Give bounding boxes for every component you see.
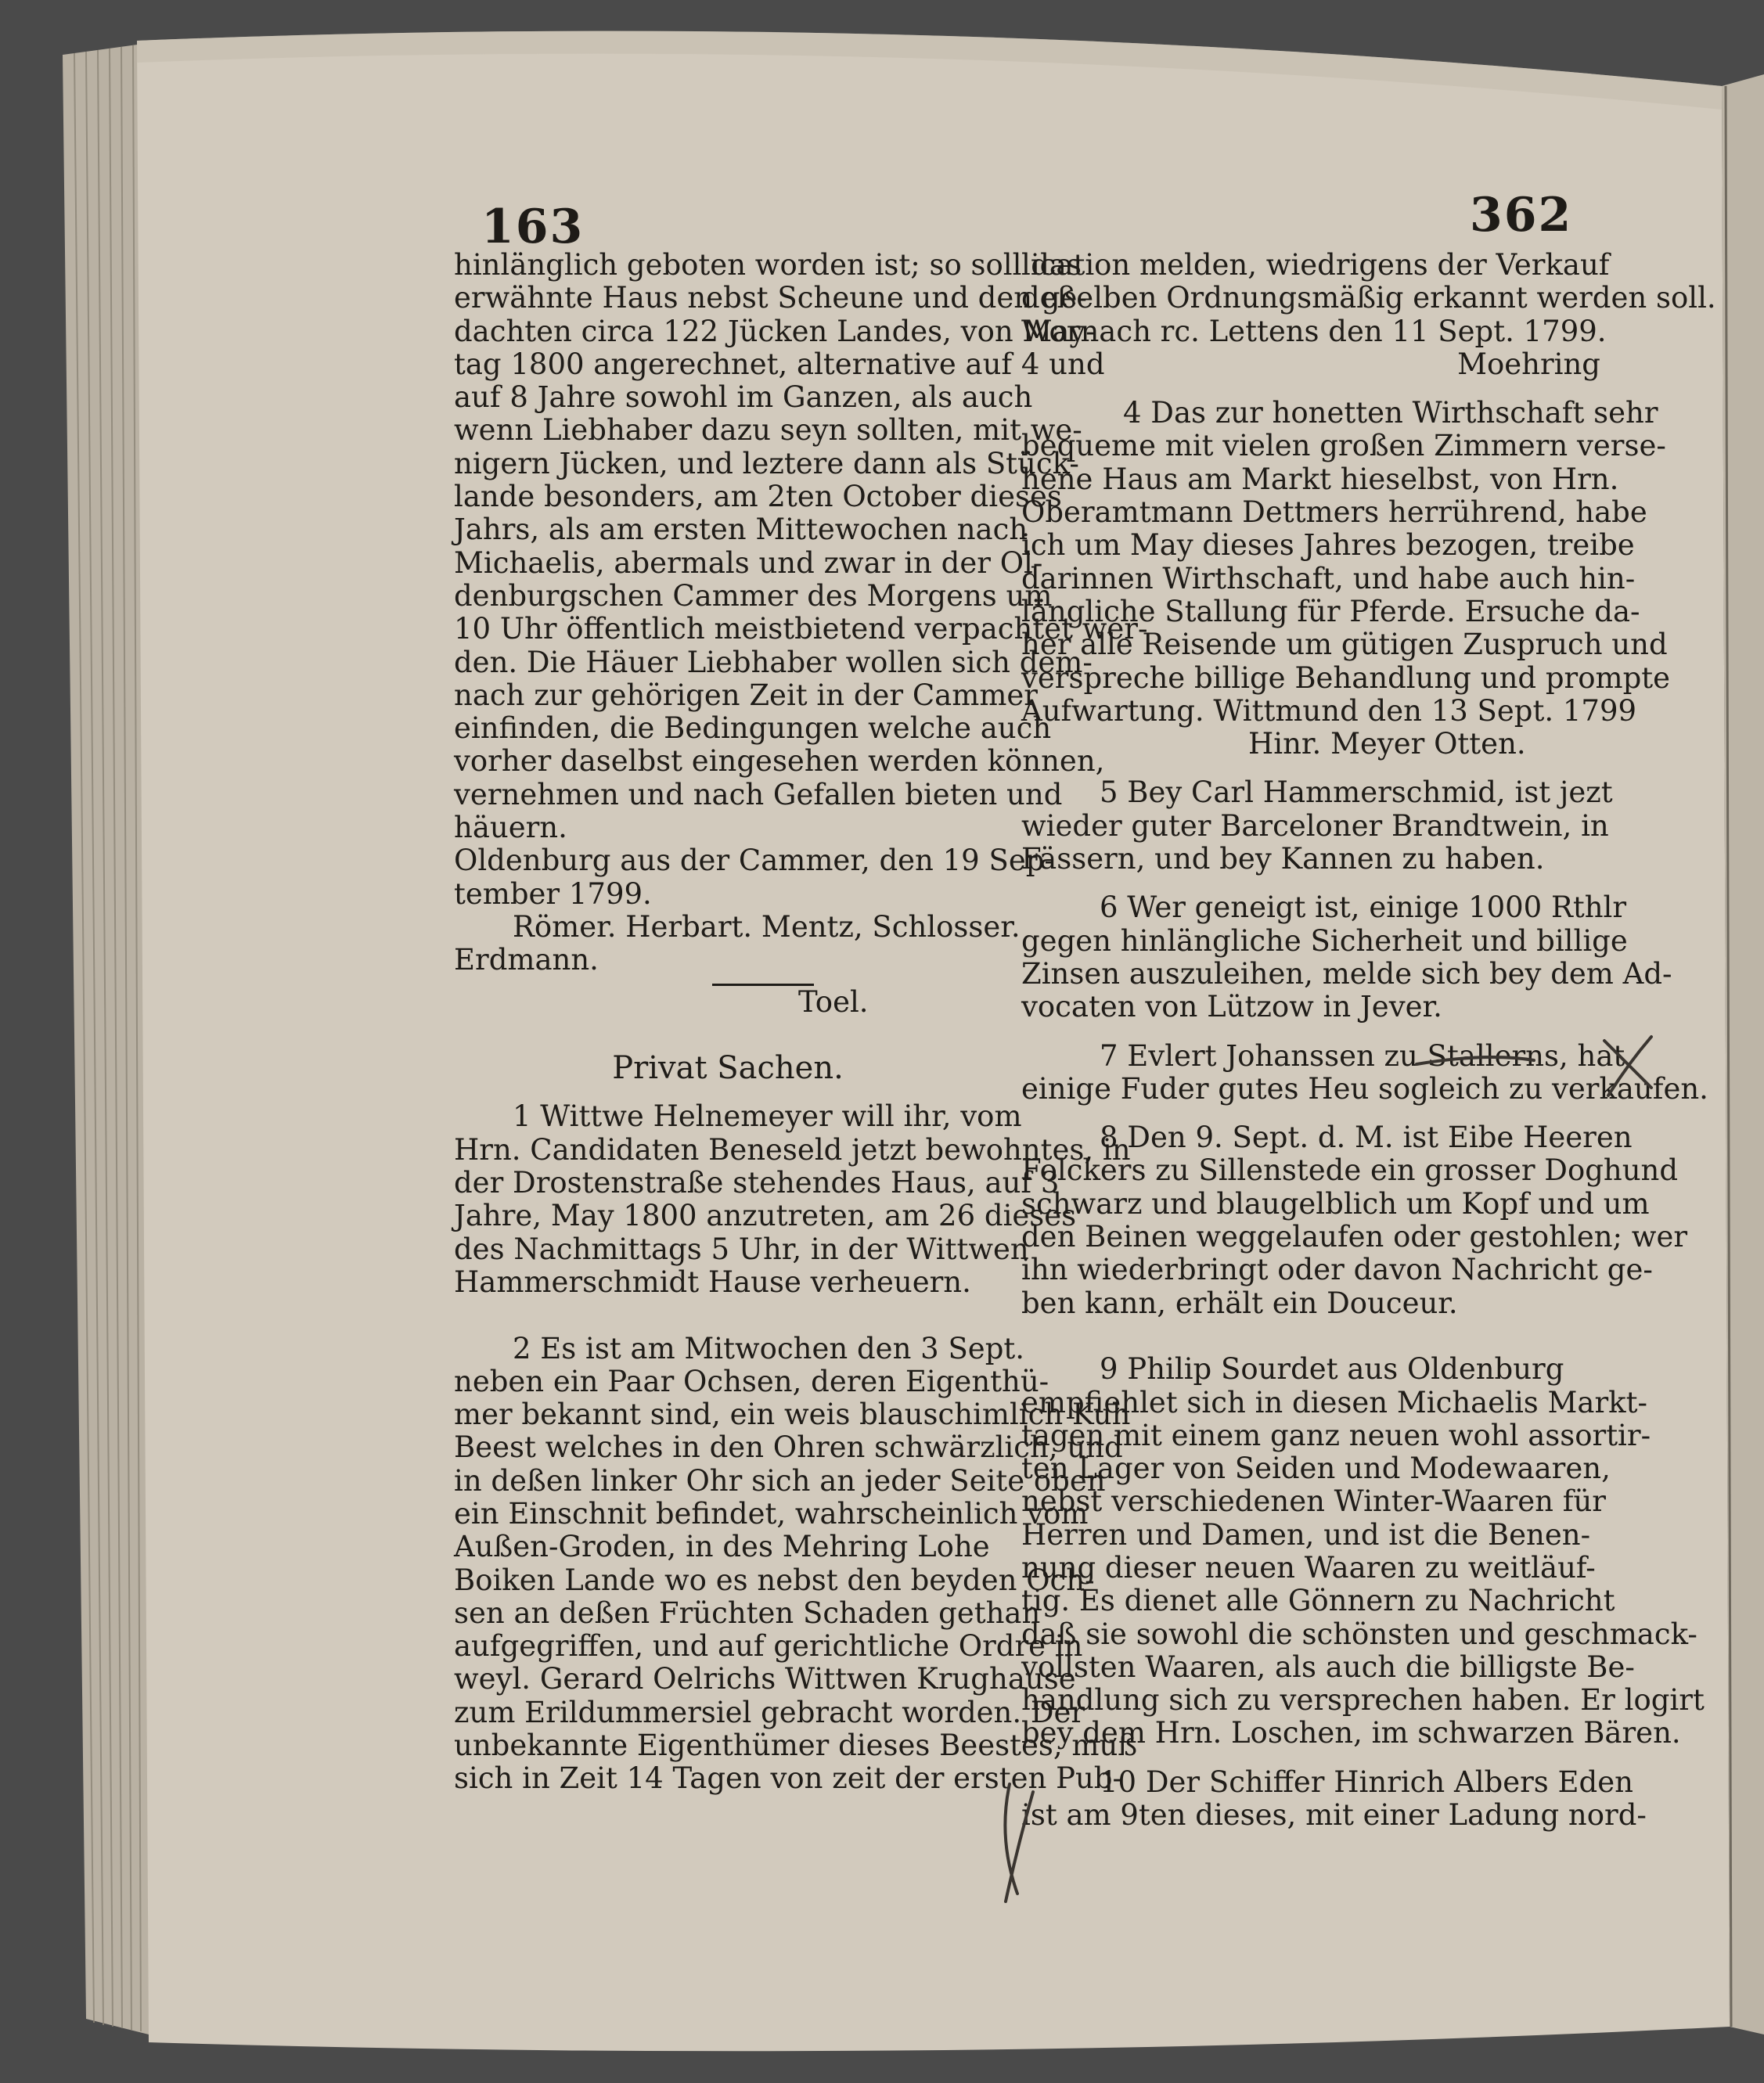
text-line: unbekannte Eigenthümer dieses Beestes, muß bbox=[454, 1729, 1138, 1763]
left-page-number: 163 bbox=[481, 200, 585, 254]
text-line: Aufwartung. Wittmund den 13 Sept. 1799 bbox=[1021, 693, 1637, 728]
text-line: des Nachmittags 5 Uhr, in der Wittwen bbox=[454, 1232, 1029, 1266]
text-line: ein Einschnit befindet, wahrscheinlich vom bbox=[454, 1496, 1089, 1531]
text-line: 2 Es ist am Mitwochen den 3 Sept. bbox=[513, 1331, 1025, 1365]
signature-line: Erdmann. bbox=[454, 943, 599, 977]
text-line: in deßen linker Ohr sich an jeder Seite oben bbox=[454, 1463, 1106, 1498]
text-line: Boiken Lande wo es nebst den beyden Och- bbox=[454, 1563, 1095, 1597]
notice-8 bbox=[1021, 1121, 1688, 1320]
notice-9 bbox=[1021, 1352, 1705, 1750]
right-column bbox=[1021, 248, 1716, 1833]
text-line: vernehmen und nach Gefallen bieten und bbox=[454, 777, 1063, 811]
text-line: Folckers zu Sillenstede ein grosser Doghund bbox=[1021, 1153, 1679, 1188]
notice-6 bbox=[1021, 890, 1672, 1024]
text-line: darinnen Wirthschaft, und habe auch hin- bbox=[1021, 561, 1636, 595]
text-line: weyl. Gerard Oelrichs Wittwen Krughause bbox=[454, 1662, 1076, 1696]
text-line: Wornach rc. Lettens den 11 Sept. 1799. bbox=[1021, 314, 1607, 348]
text-line: 10 Uhr öffentlich meistbietend verpachtet wer- bbox=[454, 612, 1148, 646]
text-line: tig. Es dienet alle Gönnern zu Nachricht bbox=[1021, 1584, 1615, 1618]
signature-otten: Hinr. Meyer Otten. bbox=[1248, 727, 1526, 761]
text-line: erwähnte Haus nebst Scheune und den ge- bbox=[454, 281, 1087, 315]
text-line: ist am 9ten dieses, mit einer Ladung nord- bbox=[1021, 1798, 1647, 1833]
text-line: lande besonders, am 2ten October dieses bbox=[454, 480, 1062, 514]
text-line: dachten circa 122 Jücken Landes, von May- bbox=[454, 314, 1096, 348]
text-line: nung dieser neuen Waaren zu weitläuf- bbox=[1021, 1550, 1596, 1585]
text-line: den Beinen weggelaufen oder gestohlen; wer bbox=[1021, 1220, 1688, 1254]
text-line: 4 Das zur honetten Wirthschaft sehr bbox=[1123, 396, 1658, 430]
text-line: tagen mit einem ganz neuen wohl assortir- bbox=[1021, 1418, 1651, 1452]
text-line: vollsten Waaren, als auch die billigste Be- bbox=[1021, 1649, 1635, 1684]
text-line: Hrn. Candidaten Beneseld jetzt bewohntes, in bbox=[454, 1132, 1131, 1167]
text-line: Jahrs, als am ersten Mittewochen nach bbox=[454, 513, 1028, 547]
signature-moehring: Moehring bbox=[1457, 347, 1600, 381]
notice-1 bbox=[454, 1099, 1131, 1299]
text-line: tember 1799. bbox=[454, 876, 652, 911]
text-line: mer bekannt sind, ein weis blauschimlich Kuh bbox=[454, 1398, 1131, 1432]
text-line: wenn Liebhaber dazu seyn sollten, mit we- bbox=[454, 413, 1082, 448]
text-line: zum Erildummersiel gebracht worden. Der bbox=[454, 1695, 1085, 1729]
section-heading: Privat Sachen. bbox=[612, 1050, 844, 1087]
text-line: Fässern, und bey Kannen zu haben. bbox=[1021, 842, 1545, 876]
text-line: nach zur gehörigen Zeit in der Cammer bbox=[454, 678, 1038, 712]
text-line: sen an deßen Früchten Schaden gethan bbox=[454, 1596, 1041, 1630]
text-line: auf 8 Jahre sowohl im Ganzen, als auch bbox=[454, 380, 1033, 415]
text-line: den. Die Häuer Liebhaber wollen sich dem- bbox=[454, 645, 1093, 679]
notice-2 bbox=[454, 1331, 1138, 1796]
notice-7 bbox=[1021, 1038, 1708, 1106]
text-line: denburgschen Cammer des Morgens um bbox=[454, 578, 1053, 613]
text-line: schwarz und blaugelblich um Kopf und um bbox=[1021, 1186, 1650, 1221]
text-line: einige Fuder gutes Heu sogleich zu verkaufen. bbox=[1021, 1071, 1708, 1106]
text-line: aufgegriffen, und auf gerichtliche Ordre in bbox=[454, 1629, 1083, 1664]
text-line: einfinden, die Bedingungen welche auch bbox=[454, 711, 1052, 746]
text-line: sich in Zeit 14 Tagen von zeit der ersten Pub- bbox=[454, 1761, 1122, 1796]
text-line: empfiehlet sich in diesen Michaelis Markt- bbox=[1021, 1385, 1647, 1419]
text-line: vocaten von Lützow in Jever. bbox=[1021, 990, 1442, 1024]
text-line: ten Lager von Seiden und Modewaaren, bbox=[1021, 1452, 1611, 1486]
text-line: häuern. bbox=[454, 811, 567, 845]
text-line: ben kann, erhält ein Douceur. bbox=[1021, 1286, 1458, 1320]
signature-toel: Toel. bbox=[798, 984, 869, 1019]
text-line: Zinsen auszuleihen, melde sich bey dem Ad- bbox=[1021, 956, 1672, 991]
text-line: handlung sich zu versprechen haben. Er logirt bbox=[1021, 1683, 1705, 1718]
text-line: Michaelis, abermals und zwar in der Ol- bbox=[454, 545, 1043, 580]
notice-4 bbox=[1021, 396, 1671, 761]
text-line: gegen hinlängliche Sicherheit und billige bbox=[1021, 923, 1628, 958]
text-line: hinlänglich geboten worden ist; so soll das bbox=[454, 248, 1082, 282]
text-line: Oberamtmann Dettmers herrührend, habe bbox=[1021, 495, 1647, 530]
left-column-continuation bbox=[454, 248, 1148, 1019]
text-line: vorher daselbst eingesehen werden können, bbox=[454, 744, 1105, 779]
text-line: verspreche billige Behandlung und prompte bbox=[1021, 660, 1671, 695]
text-line: bequeme mit vielen großen Zimmern verse- bbox=[1021, 429, 1666, 463]
text-line: nigern Jücken, und leztere dann als Stück- bbox=[454, 446, 1079, 480]
signature-line: Römer. Herbart. Mentz, Schlosser. bbox=[513, 909, 1021, 944]
text-line: ich um May dieses Jahres bezogen, treibe bbox=[1021, 528, 1635, 563]
text-line: 7 Evlert Johanssen zu Stallerns, hat bbox=[1100, 1038, 1625, 1073]
text-line: 6 Wer geneigt ist, einige 1000 Rthlr bbox=[1100, 890, 1627, 925]
text-line: Außen-Groden, in des Mehring Lohe bbox=[454, 1530, 990, 1564]
text-line: wieder guter Barceloner Brandtwein, in bbox=[1021, 808, 1609, 843]
text-line: 5 Bey Carl Hammerschmid, ist jezt bbox=[1100, 775, 1613, 810]
text-line: lication melden, wiedrigens der Verkauf bbox=[1021, 248, 1610, 282]
text-line: nebst verschiedenen Winter-Waaren für bbox=[1021, 1484, 1606, 1519]
text-line: 10 Der Schiffer Hinrich Albers Eden bbox=[1100, 1765, 1633, 1799]
text-line: längliche Stallung für Pferde. Ersuche da- bbox=[1021, 594, 1640, 628]
text-line: der Drostenstraße stehendes Haus, auf 3 bbox=[454, 1166, 1060, 1200]
text-line: 8 Den 9. Sept. d. M. ist Eibe Heeren bbox=[1100, 1121, 1633, 1155]
text-line: her alle Reisende um gütigen Zuspruch und bbox=[1021, 628, 1668, 662]
right-page-number: 362 bbox=[1470, 188, 1573, 243]
text-line: Beest welches in den Ohren schwärzlich, und bbox=[454, 1430, 1123, 1465]
text-line: neben ein Paar Ochsen, deren Eigenthü- bbox=[454, 1364, 1049, 1398]
notice-10 bbox=[1021, 1765, 1647, 1833]
text-line: Herren und Damen, und ist die Benen- bbox=[1021, 1517, 1591, 1552]
text-line: ihn wiederbringt oder davon Nachricht ge- bbox=[1021, 1253, 1653, 1287]
text-line: tag 1800 angerechnet, alternative auf 4 und bbox=[454, 347, 1105, 381]
notice-2-continued bbox=[1021, 248, 1716, 381]
text-line: Oldenburg aus der Cammer, den 19 Sep- bbox=[454, 844, 1054, 878]
text-line: Jahre, May 1800 anzutreten, am 26 dieses bbox=[454, 1199, 1077, 1233]
text-line: deßelben Ordnungsmäßig erkannt werden soll. bbox=[1021, 281, 1716, 315]
text-line: 1 Wittwe Helnemeyer will ihr, vom bbox=[513, 1099, 1022, 1134]
text-line: daß sie sowohl die schönsten und geschmack- bbox=[1021, 1617, 1697, 1651]
notice-5 bbox=[1021, 775, 1613, 876]
left-column bbox=[454, 248, 1148, 1796]
text-line: bey dem Hrn. Loschen, im schwarzen Bären. bbox=[1021, 1716, 1681, 1750]
text-line: 9 Philip Sourdet aus Oldenburg bbox=[1100, 1352, 1564, 1387]
text-line: Hammerschmidt Hause verheuern. bbox=[454, 1265, 971, 1299]
text-line: hene Haus am Markt hieselbst, von Hrn. bbox=[1021, 462, 1619, 496]
